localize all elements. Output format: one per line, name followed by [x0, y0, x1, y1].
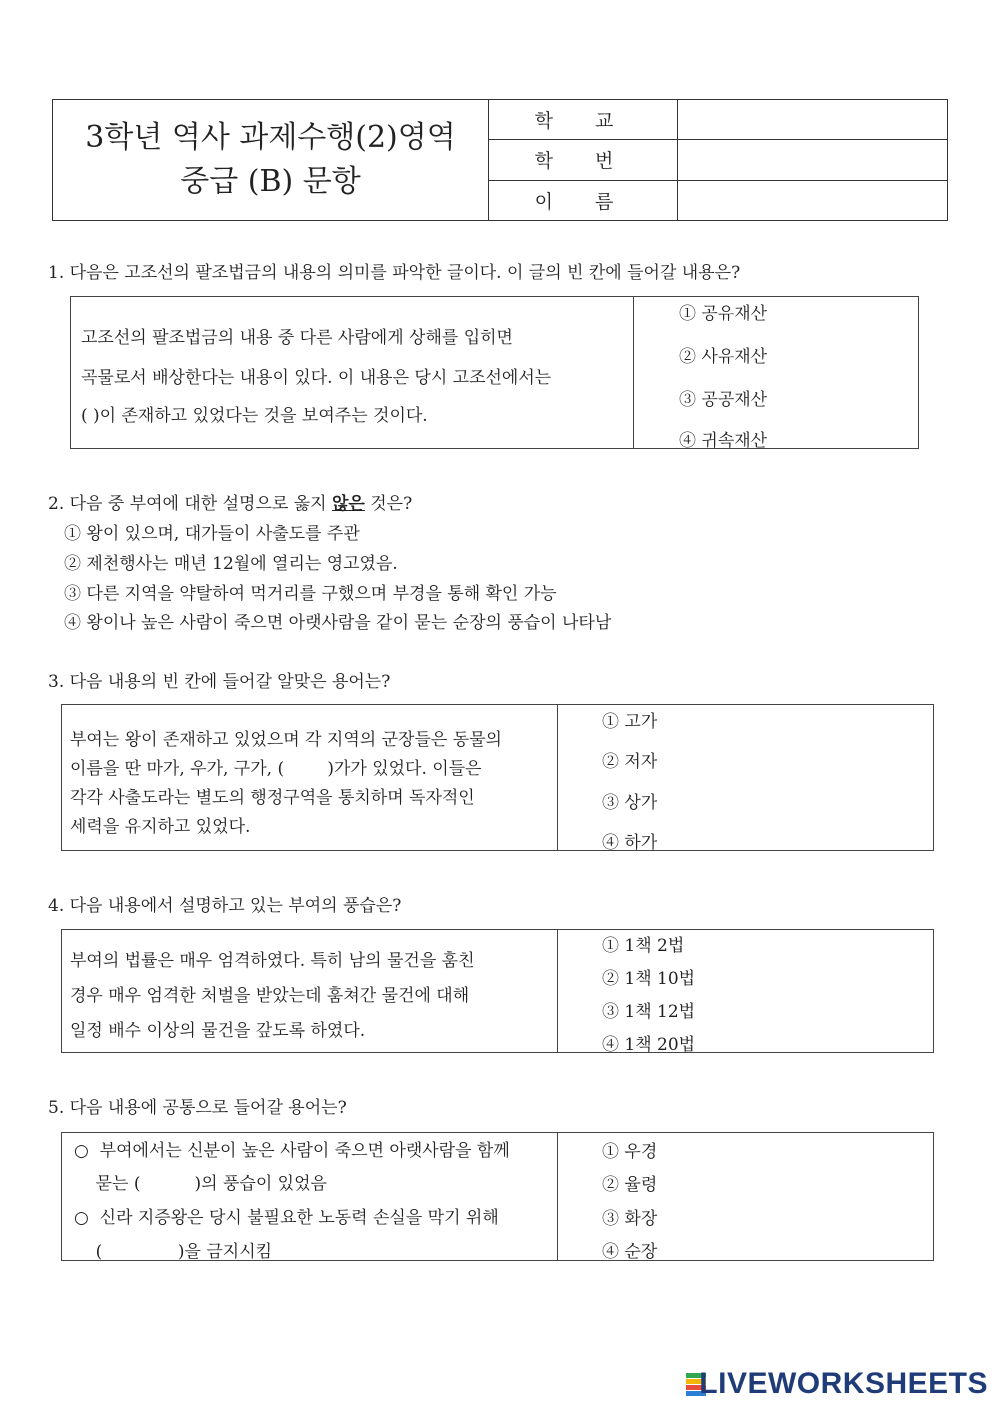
passage-line: 곡물로서 배상한다는 내용이 있다. 이 내용은 당시 고조선에서는: [81, 368, 552, 388]
question-5-box: [61, 1132, 934, 1261]
passage-line: ( )이 존재하고 있었다는 것을 보여주는 것이다.: [81, 406, 428, 426]
passage-line: ○ 부여에서는 신분이 높은 사람이 죽으면 아랫사람을 함께: [74, 1141, 510, 1161]
question-2: [48, 493, 412, 515]
question-1-box: [70, 296, 919, 449]
liveworksheets-logo: LIVEWORKSHEETS: [699, 1367, 988, 1400]
passage-line: 고조선의 팔조법금의 내용 중 다른 사람에게 상해를 입히면: [81, 328, 513, 348]
option-4[interactable]: ④ 순장: [602, 1242, 658, 1262]
passage-line: 각각 사출도라는 별도의 행정구역을 통치하며 독자적인: [70, 788, 475, 808]
question-2-text-end: 것은?: [364, 494, 413, 514]
option-3[interactable]: ③ 다른 지역을 약탈하여 먹거리를 구했으며 부경을 통해 확인 가능: [64, 584, 557, 604]
option-3[interactable]: ③ 1책 12법: [602, 1002, 696, 1022]
option-1[interactable]: ① 공유재산: [679, 304, 768, 324]
question-1-passage: [71, 297, 634, 448]
option-2[interactable]: ② 율령: [602, 1175, 658, 1195]
option-4[interactable]: ④ 1책 20법: [602, 1035, 696, 1055]
option-1[interactable]: ① 왕이 있으며, 대가들이 사출도를 주관: [64, 524, 360, 544]
option-2[interactable]: ② 저자: [602, 752, 658, 772]
passage-line: 묻는 ( )의 풍습이 있었음: [74, 1174, 327, 1194]
student-number-label: 학 번: [489, 140, 678, 180]
passage-line: 부여는 왕이 존재하고 있었으며 각 지역의 군장들은 동물의: [70, 730, 502, 750]
name-field[interactable]: [678, 180, 948, 220]
question-4: 4. 다음 내용에서 설명하고 있는 부여의 풍습은?: [48, 896, 402, 916]
question-5: 5. 다음 내용에 공통으로 들어갈 용어는?: [48, 1098, 347, 1118]
option-3[interactable]: ③ 화장: [602, 1209, 658, 1229]
option-2[interactable]: ② 사유재산: [679, 347, 768, 367]
passage-line: ( )을 금지시킴: [74, 1242, 273, 1262]
option-2[interactable]: ② 1책 10법: [602, 969, 696, 989]
question-5-passage: [62, 1133, 558, 1260]
option-4[interactable]: ④ 왕이나 높은 사람이 죽으면 아랫사람을 같이 묻는 순장의 풍습이 나타남: [64, 613, 612, 633]
option-3[interactable]: ③ 상가: [602, 793, 658, 813]
question-1: 1. 다음은 고조선의 팔조법금의 내용의 의미를 파악한 글이다. 이 글의 빈 칸에 들어갈 내용은?: [48, 263, 741, 283]
passage-line: 이름을 딴 마가, 우가, 구가, ( )가가 있었다. 이들은: [70, 759, 482, 779]
option-1[interactable]: ① 1책 2법: [602, 936, 685, 956]
name-label: 이 름: [489, 180, 678, 220]
passage-line: 부여의 법률은 매우 엄격하였다. 특히 남의 물건을 훔친: [70, 951, 475, 971]
question-4-box: [61, 929, 934, 1053]
question-3-box: [61, 704, 934, 851]
header-table: [52, 99, 948, 221]
question-4-passage: [62, 930, 558, 1052]
title-line-1: 3학년 역사 과제수행(2)영역: [85, 120, 456, 155]
option-3[interactable]: ③ 공공재산: [679, 390, 768, 410]
worksheet-title: [53, 100, 489, 221]
school-label: 학 교: [489, 100, 678, 140]
question-2-emphasis: 않은: [331, 494, 365, 514]
title-line-2: 중급 (B) 문항: [180, 164, 361, 199]
question-3-passage: [62, 705, 558, 850]
option-2[interactable]: ② 제천행사는 매년 12월에 열리는 영고였음.: [64, 554, 398, 574]
option-4[interactable]: ④ 하가: [602, 833, 658, 853]
passage-line: 일정 배수 이상의 물건을 갚도록 하였다.: [70, 1021, 366, 1041]
option-4[interactable]: ④ 귀속재산: [679, 431, 768, 451]
passage-line: ○ 신라 지증왕은 당시 불필요한 노동력 손실을 막기 위해: [74, 1208, 499, 1228]
passage-line: 세력을 유지하고 있었다.: [70, 817, 251, 837]
passage-line: 경우 매우 엄격한 처벌을 받았는데 훔쳐간 물건에 대해: [70, 986, 470, 1006]
question-3: 3. 다음 내용의 빈 칸에 들어갈 알맞은 용어는?: [48, 672, 391, 692]
student-number-field[interactable]: [678, 140, 948, 180]
school-field[interactable]: [678, 100, 948, 140]
question-2-text: 2. 다음 중 부여에 대한 설명으로 옳지: [48, 494, 332, 514]
option-1[interactable]: ① 고가: [602, 712, 658, 732]
option-1[interactable]: ① 우경: [602, 1142, 658, 1162]
